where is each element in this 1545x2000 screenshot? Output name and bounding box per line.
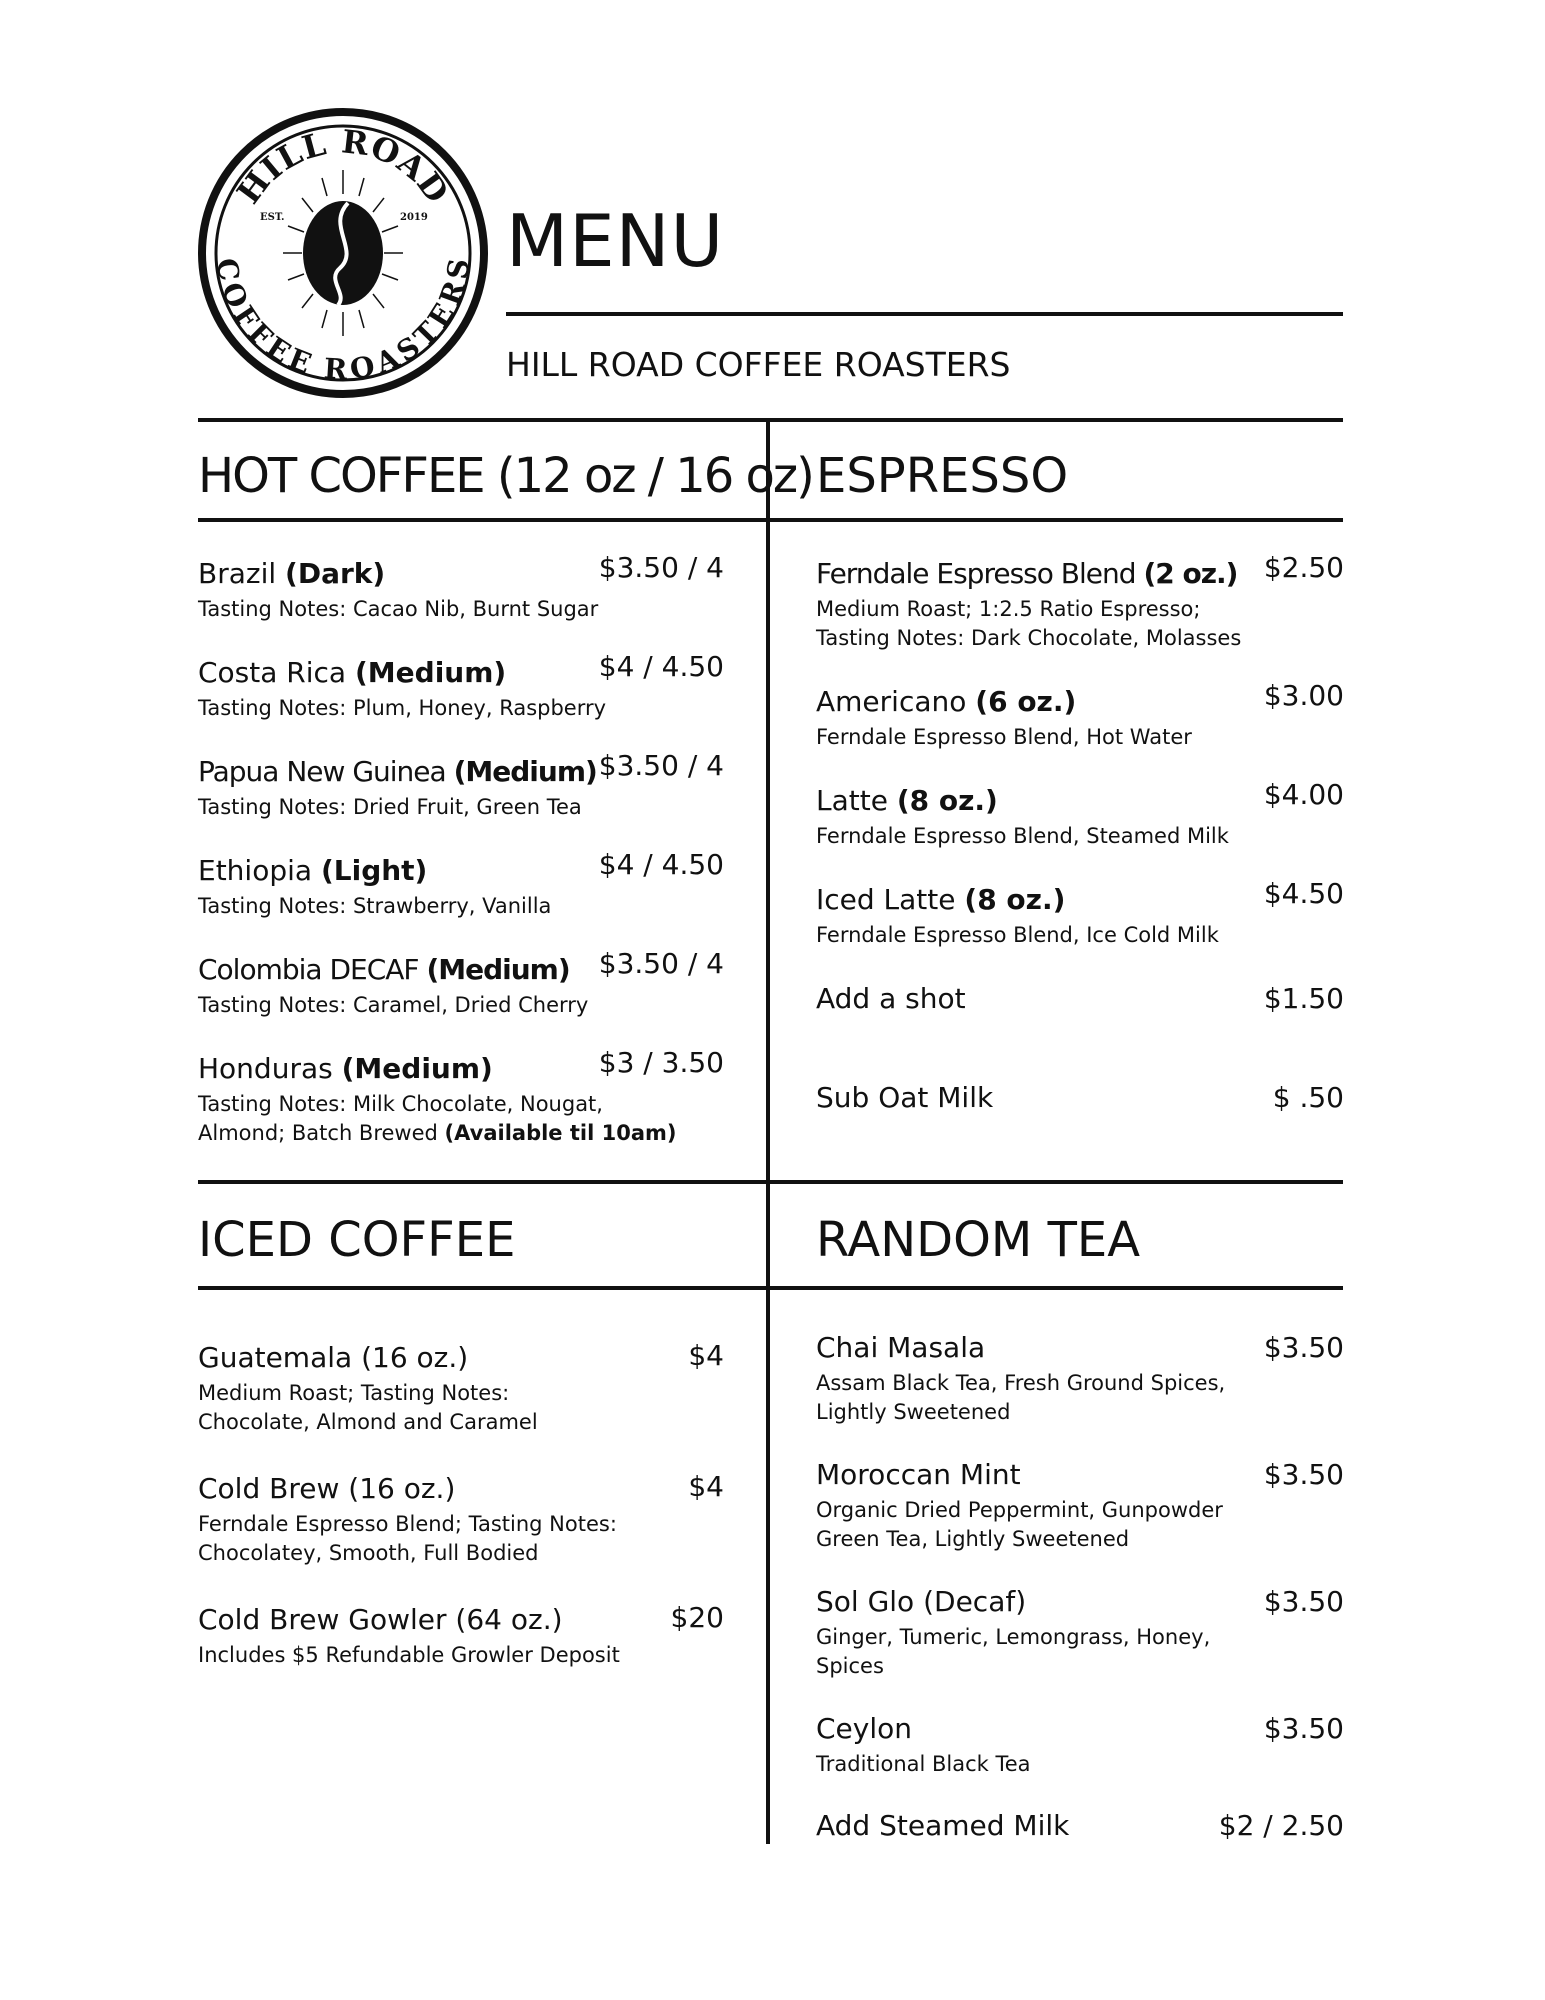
item-name: Papua New Guinea (Medium) <box>198 755 597 788</box>
logo-top-text: HILL ROAD <box>229 122 457 211</box>
item-price: $4 <box>688 1339 724 1372</box>
item-description: Medium Roast; 1:2.5 Ratio Espresso; <box>816 597 1201 621</box>
item-name: Americano (6 oz.) <box>816 685 1077 718</box>
item-name: Guatemala (16 oz.) <box>198 1341 469 1374</box>
item-description: Ferndale Espresso Blend, Hot Water <box>816 725 1192 749</box>
menu-item <box>816 1330 1344 1427</box>
random-tea-title: RANDOM TEA <box>816 1212 1141 1268</box>
item-price: $ .50 <box>1272 1081 1344 1114</box>
tasting-notes: Tasting Notes: Dried Fruit, Green Tea <box>198 795 582 819</box>
menu-item <box>198 1471 724 1568</box>
item-price: $1.50 <box>1263 982 1344 1015</box>
item-description-line-2: Spices <box>816 1654 884 1678</box>
item-name: Iced Latte (8 oz.) <box>816 883 1066 916</box>
item-description: Ferndale Espresso Blend, Steamed Milk <box>816 824 1229 848</box>
item-price: $3.50 / 4 <box>598 551 724 584</box>
item-price: $3.50 <box>1263 1331 1344 1364</box>
item-price: $3.50 / 4 <box>598 749 724 782</box>
item-name: Colombia DECAF (Medium) <box>198 953 570 986</box>
item-name: Brazil (Dark) <box>198 557 386 590</box>
item-name: Sol Glo (Decaf) <box>816 1585 1027 1618</box>
menu-item <box>198 1602 724 1670</box>
item-name: Honduras (Medium) <box>198 1052 493 1085</box>
item-description: Assam Black Tea, Fresh Ground Spices, <box>816 1371 1226 1395</box>
item-description-line-2: Lightly Sweetened <box>816 1400 1011 1424</box>
item-description-line-2: Chocolatey, Smooth, Full Bodied <box>198 1541 539 1565</box>
item-price: $4 / 4.50 <box>598 650 724 683</box>
item-description: Ginger, Tumeric, Lemongrass, Honey, <box>816 1625 1211 1649</box>
item-name: Sub Oat Milk <box>816 1081 994 1114</box>
item-price: $3.50 <box>1263 1585 1344 1618</box>
center-divider <box>766 420 770 1844</box>
tasting-notes: Tasting Notes: Milk Chocolate, Nougat, <box>198 1092 603 1116</box>
item-name: Chai Masala <box>816 1331 986 1364</box>
item-price: $20 <box>670 1601 724 1634</box>
item-price: $3.50 <box>1263 1712 1344 1745</box>
espresso-title: ESPRESSO <box>816 448 1069 504</box>
item-name: Add Steamed Milk <box>816 1809 1070 1842</box>
iced-coffee-section <box>198 0 724 2000</box>
tasting-notes: Tasting Notes: Strawberry, Vanilla <box>198 894 552 918</box>
menu-item <box>198 1340 724 1437</box>
item-name: Ferndale Espresso Blend (2 oz.) <box>816 557 1238 590</box>
item-price: $4.00 <box>1263 778 1344 811</box>
item-price: $2 / 2.50 <box>1218 1809 1344 1842</box>
item-name: Moroccan Mint <box>816 1458 1021 1491</box>
menu-item <box>816 1584 1344 1681</box>
tasting-notes: Tasting Notes: Plum, Honey, Raspberry <box>198 696 607 720</box>
item-description: Traditional Black Tea <box>816 1752 1031 1776</box>
item-name: Ceylon <box>816 1712 913 1745</box>
tasting-notes: Tasting Notes: Cacao Nib, Burnt Sugar <box>198 597 599 621</box>
item-description: Organic Dried Peppermint, Gunpowder <box>816 1498 1223 1522</box>
item-name: Cold Brew Gowler (64 oz.) <box>198 1603 563 1636</box>
tasting-notes: Tasting Notes: Caramel, Dried Cherry <box>198 993 589 1017</box>
item-price: $3.00 <box>1263 679 1344 712</box>
item-price: $3 / 3.50 <box>598 1046 724 1079</box>
item-price: $4 <box>688 1470 724 1503</box>
item-description: Ferndale Espresso Blend, Ice Cold Milk <box>816 923 1219 947</box>
item-name: Ethiopia (Light) <box>198 854 428 887</box>
logo-est-label: EST. <box>260 212 285 223</box>
menu-item <box>816 1457 1344 1554</box>
item-price: $4.50 <box>1263 877 1344 910</box>
item-name: Add a shot <box>816 982 966 1015</box>
tasting-notes-line-2: Almond; Batch Brewed (Available til 10am) <box>198 1121 677 1145</box>
menu-title: MENU <box>506 199 725 283</box>
item-name: Costa Rica (Medium) <box>198 656 507 689</box>
hot-coffee-title: HOT COFFEE (12 oz / 16 oz) <box>198 448 813 504</box>
item-price: $4 / 4.50 <box>598 848 724 881</box>
item-description-line-2: Tasting Notes: Dark Chocolate, Molasses <box>816 626 1242 650</box>
menu-item <box>816 1808 1344 1844</box>
item-price: $2.50 <box>1263 551 1344 584</box>
item-name: Cold Brew (16 oz.) <box>198 1472 456 1505</box>
iced-coffee-title: ICED COFFEE <box>198 1212 516 1268</box>
item-description-line-2: Green Tea, Lightly Sweetened <box>816 1527 1130 1551</box>
item-description: Medium Roast; Tasting Notes: <box>198 1381 510 1405</box>
logo-year: 2019 <box>400 212 428 223</box>
item-price: $3.50 / 4 <box>598 947 724 980</box>
item-price: $3.50 <box>1263 1458 1344 1491</box>
item-name: Latte (8 oz.) <box>816 784 998 817</box>
logo-bottom-text: COFFEE ROASTERS <box>209 256 476 387</box>
item-description: Includes $5 Refundable Growler Deposit <box>198 1643 620 1667</box>
random-tea-section <box>816 0 1344 2000</box>
menu-item <box>816 1711 1344 1779</box>
item-description: Ferndale Espresso Blend; Tasting Notes: <box>198 1512 617 1536</box>
item-description-line-2: Chocolate, Almond and Caramel <box>198 1410 538 1434</box>
menu-subtitle: HILL ROAD COFFEE ROASTERS <box>506 345 1011 384</box>
